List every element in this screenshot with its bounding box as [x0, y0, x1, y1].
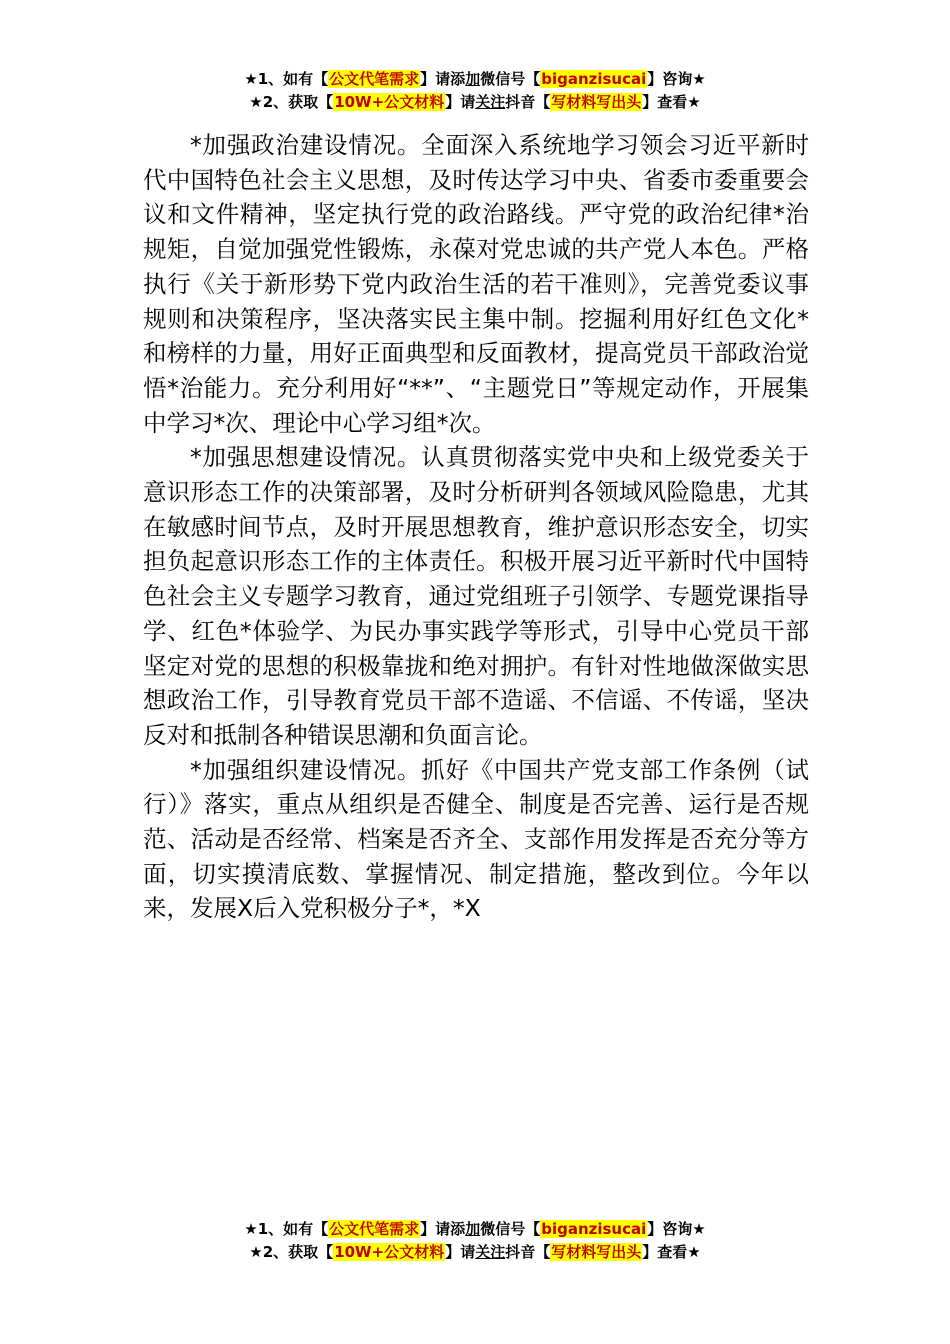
banner-line-2: [0, 91, 950, 114]
paragraph-political-building: *加强政治建设情况。全面深入系统地学习领会习近平新时代中国特色社会主义思想，及时传达学习中央、省委市委重要会议和文件精神，坚定执行党的政治路线。严守党的政治纪律*治规矩，自觉加强党性锻炼，永葆对党忠诚的共产党人本色。严格执行《关于新形势下党内政治生活的若干准则》，完善党委议事规则和决策程序，坚决落实民主集中制。挖掘利用好红色文化*和榜样的力量，用好正面典型和反面教材，提高党员干部政治觉悟*治能力。充分利用好“**”、“主题党日”等规定动作，开展集中学习*次、理论中心学习组*次。: [143, 131, 809, 437]
banner-line-1: [0, 68, 950, 91]
banner-text: 微信号【: [480, 70, 541, 88]
banner-text: 】请添: [420, 1220, 466, 1238]
footer-banner: [0, 1218, 950, 1264]
highlight-service-need: 公文代笔需求: [329, 70, 420, 88]
banner-text: 】请: [445, 93, 476, 111]
paragraph-organizational-building: *加强组织建设情况。抓好《中国共产党支部工作条例（试行）》落实，重点从组织是否健全、制度是否完善、运行是否规范、活动是否经常、档案是否齐全、支部作用发挥是否充分等方面，切实摸清底数、掌握情况、制定措施，整改到位。今年以来，发展X后入党积极分子*，*X: [143, 755, 809, 923]
highlight-service-need: 公文代笔需求: [329, 1220, 420, 1238]
banner-text: 】请: [445, 1243, 476, 1261]
banner-text: ★2、获取【: [249, 93, 334, 111]
highlight-wechat-id: biganzisucai: [541, 70, 647, 88]
highlight-wechat-id: biganzisucai: [541, 1220, 647, 1238]
banner-text: 微信号【: [480, 1220, 541, 1238]
highlight-douyin-account: 写材料写出头: [551, 93, 642, 111]
banner-text: 】查看★: [642, 93, 701, 111]
underlined-text: 加: [465, 70, 481, 88]
banner-line-2: [0, 1241, 950, 1264]
header-banner: [0, 68, 950, 114]
banner-text: 】请添: [420, 70, 466, 88]
document-body: [143, 128, 809, 926]
banner-text: ★1、如有【: [244, 1220, 329, 1238]
paragraph-ideological-building: *加强思想建设情况。认真贯彻落实党中央和上级党委关于意识形态工作的决策部署，及时分析研判各领域风险隐患，尤其在敏感时间节点，及时开展思想教育，维护意识形态安全，切实担负起意识形态工作的主体责任。积极开展习近平新时代中国特色社会主义专题学习教育，通过党组班子引领学、专题党课指导学、红色*体验学、为民办事实践学等形式，引导中心党员干部坚定对党的思想的积极靠拢和绝对拥护。有针对性地做深做实思想政治工作，引导教育党员干部不造谣、不信谣、不传谣，坚决反对和抵制各种错误思潮和负面言论。: [143, 443, 809, 749]
underlined-text: 关注: [475, 93, 506, 111]
highlight-douyin-account: 写材料写出头: [551, 1243, 642, 1261]
banner-text: ★1、如有【: [244, 70, 329, 88]
underlined-text: 关注: [475, 1243, 506, 1261]
banner-text: ★2、获取【: [249, 1243, 334, 1261]
banner-line-1: [0, 1218, 950, 1241]
highlight-materials: 10W+公文材料: [334, 93, 445, 111]
highlight-materials: 10W+公文材料: [334, 1243, 445, 1261]
banner-text: 】查看★: [642, 1243, 701, 1261]
banner-text: 抖音【: [505, 93, 551, 111]
underlined-text: 加: [465, 1220, 481, 1238]
banner-text: 】咨询★: [647, 70, 706, 88]
banner-text: 】咨询★: [647, 1220, 706, 1238]
banner-text: 抖音【: [505, 1243, 551, 1261]
